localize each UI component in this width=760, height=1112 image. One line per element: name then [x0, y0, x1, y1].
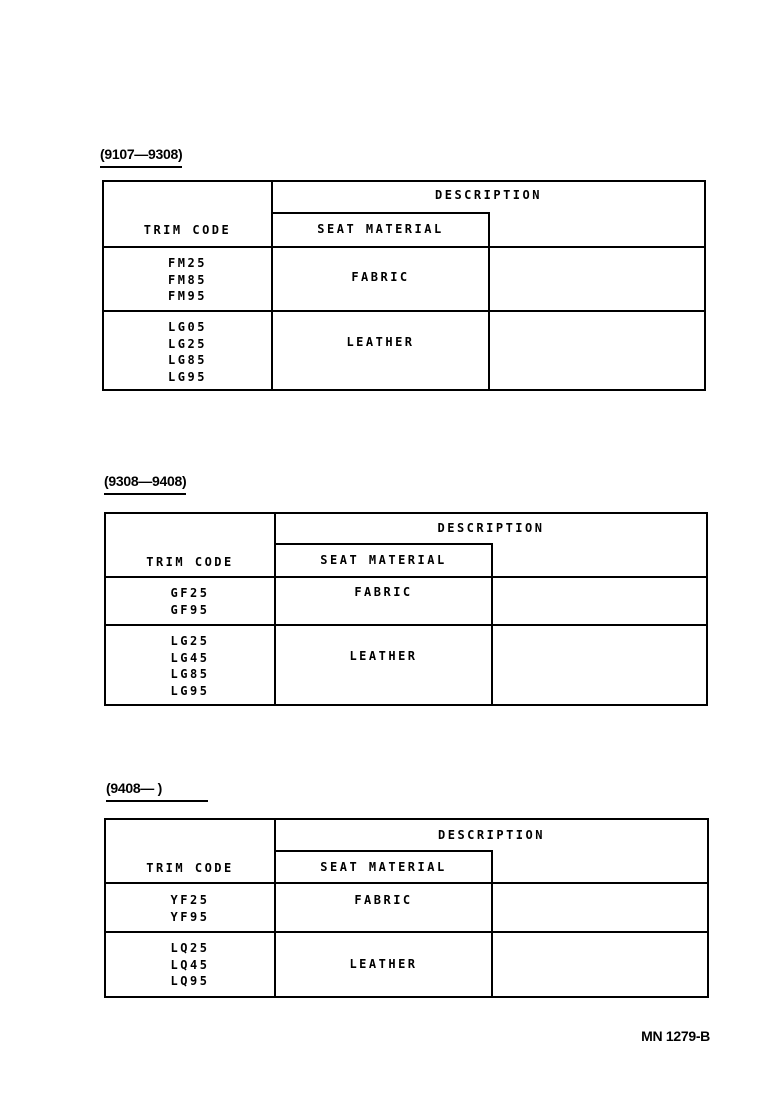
description-header: DESCRIPTION: [438, 828, 545, 842]
trim-code-table: [102, 180, 706, 391]
seat-material-header: SEAT MATERIAL: [320, 553, 447, 567]
seat-material-fabric: FABRIC: [354, 585, 413, 599]
trim-code-header: TRIM CODE: [146, 861, 234, 875]
description-header: DESCRIPTION: [437, 521, 545, 535]
document-number: MN 1279-B: [641, 1028, 710, 1044]
seat-material-leather: LEATHER: [349, 649, 418, 663]
trim-codes-fabric: GF25 GF95: [170, 586, 210, 617]
seat-material-leather: LEATHER: [346, 335, 415, 349]
seat-material-leather: LEATHER: [349, 957, 418, 971]
trim-code-header: TRIM CODE: [146, 555, 234, 569]
period-label: (9107—9308): [100, 146, 182, 168]
trim-codes-leather: LG25 LG45 LG85 LG95: [170, 634, 210, 698]
trim-codes-leather: LQ25 LQ45 LQ95: [170, 941, 210, 988]
seat-material-fabric: FABRIC: [354, 893, 413, 907]
trim-code-table: [104, 818, 709, 998]
trim-codes-leather: LG05 LG25 LG85 LG95: [168, 320, 207, 384]
trim-code-header: TRIM CODE: [143, 223, 232, 237]
seat-material-header: SEAT MATERIAL: [317, 222, 444, 236]
trim-codes-fabric: FM25 FM85 FM95: [168, 256, 207, 303]
description-header: DESCRIPTION: [435, 188, 542, 202]
period-label: (9408— ): [106, 780, 208, 802]
period-label: (9308—9408): [104, 473, 186, 495]
trim-codes-fabric: YF25 YF95: [170, 893, 210, 924]
trim-code-table: [104, 512, 708, 706]
seat-material-fabric: FABRIC: [351, 270, 410, 284]
seat-material-header: SEAT MATERIAL: [320, 860, 447, 874]
